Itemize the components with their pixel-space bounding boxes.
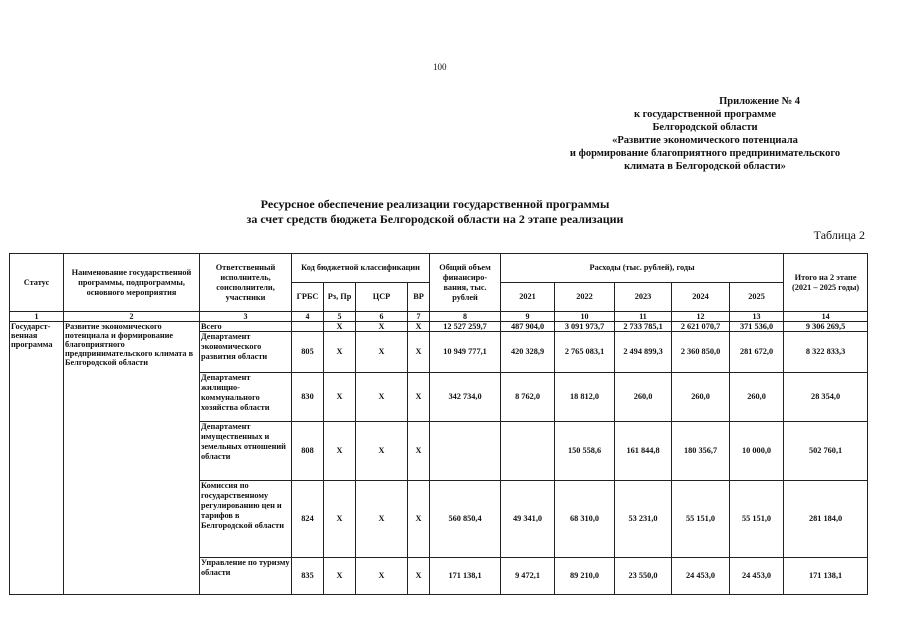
year-2022-cell: 150 558,6 — [555, 422, 615, 481]
column-number: 6 — [356, 312, 408, 322]
csr-cell: Х — [356, 481, 408, 558]
total-cell — [430, 422, 501, 481]
year-2024-cell: 260,0 — [672, 373, 730, 422]
year-2021-cell: 420 328,9 — [501, 332, 555, 373]
header-status: Статус — [10, 254, 64, 312]
rz-cell: Х — [324, 422, 356, 481]
header-year-2022: 2022 — [555, 283, 615, 312]
status-cell: Государст-венная программа — [10, 322, 64, 595]
header-year-2021: 2021 — [501, 283, 555, 312]
executor-cell: Департамент жилищно-коммунального хозяйства области — [200, 373, 292, 422]
program-name-cell: Развитие экономического потенциала и формирование благоприятного предпринимательского климата в Белгородской области — [64, 322, 200, 595]
grbs-cell: 824 — [292, 481, 324, 558]
executor-cell: Всего — [200, 322, 292, 332]
appendix-line: и формирование благоприятного предпринимательского — [569, 148, 841, 159]
rz-cell: Х — [324, 322, 356, 332]
header-year-2023: 2023 — [615, 283, 672, 312]
column-number: 3 — [200, 312, 292, 322]
total-cell: 12 527 259,7 — [430, 322, 501, 332]
appendix-line: к государственной программе — [633, 109, 777, 120]
column-number: 12 — [672, 312, 730, 322]
vr-cell: Х — [408, 422, 430, 481]
csr-cell: Х — [356, 332, 408, 373]
total-cell: 560 850,4 — [430, 481, 501, 558]
column-number: 14 — [784, 312, 868, 322]
grbs-cell: 835 — [292, 558, 324, 595]
grbs-cell: 808 — [292, 422, 324, 481]
column-number: 4 — [292, 312, 324, 322]
csr-cell: Х — [356, 558, 408, 595]
year-2023-cell: 260,0 — [615, 373, 672, 422]
header-budget-code: Код бюджетной классификации — [292, 254, 430, 283]
header-csr: ЦСР — [356, 283, 408, 312]
header-expenses: Расходы (тыс. рублей), годы — [501, 254, 784, 283]
stage-total-cell: 9 306 269,5 — [784, 322, 868, 332]
year-2023-cell: 2 494 899,3 — [615, 332, 672, 373]
executor-cell: Департамент имущественных и земельных отношений области — [200, 422, 292, 481]
year-2021-cell: 487 904,0 — [501, 322, 555, 332]
header-grbs: ГРБС — [292, 283, 324, 312]
year-2022-cell: 89 210,0 — [555, 558, 615, 595]
column-number: 9 — [501, 312, 555, 322]
grbs-cell — [292, 322, 324, 332]
header-executor: Ответственный исполнитель, соисполнители, участники — [200, 254, 292, 312]
column-number: 2 — [64, 312, 200, 322]
column-number: 10 — [555, 312, 615, 322]
title-line: за счет средств бюджета Белгородской области на 2 этапе реализации — [246, 212, 624, 226]
csr-cell: Х — [356, 373, 408, 422]
header-total: Общий объем финансиро-вания, тыс. рублей — [430, 254, 501, 312]
total-cell: 10 949 777,1 — [430, 332, 501, 373]
year-2022-cell: 2 765 083,1 — [555, 332, 615, 373]
page-number: 100 — [433, 62, 447, 72]
year-2022-cell: 68 310,0 — [555, 481, 615, 558]
appendix-line: климата в Белгородской области» — [624, 161, 786, 172]
year-2021-cell: 49 341,0 — [501, 481, 555, 558]
vr-cell: Х — [408, 373, 430, 422]
header-year-2025: 2025 — [730, 283, 784, 312]
column-number: 7 — [408, 312, 430, 322]
table-label: Таблица 2 — [813, 228, 865, 242]
document-title — [200, 197, 670, 227]
stage-total-cell: 502 760,1 — [784, 422, 868, 481]
year-2024-cell: 2 621 070,7 — [672, 322, 730, 332]
year-2024-cell: 55 151,0 — [672, 481, 730, 558]
year-2021-cell: 9 472,1 — [501, 558, 555, 595]
executor-cell: Управление по туризму области — [200, 558, 292, 595]
header-name: Наименование государственной программы, подпрограммы, основного мероприятия — [64, 254, 200, 312]
year-2022-cell: 3 091 973,7 — [555, 322, 615, 332]
grbs-cell: 830 — [292, 373, 324, 422]
year-2024-cell: 2 360 850,0 — [672, 332, 730, 373]
header-stage-total: Итого на 2 этапе (2021 – 2025 годы) — [784, 254, 868, 312]
appendix-line: «Развитие экономического потенциала — [612, 135, 798, 146]
executor-cell: Комиссия по государственному регулированию цен и тарифов в Белгородской области — [200, 481, 292, 558]
year-2022-cell: 18 812,0 — [555, 373, 615, 422]
year-2025-cell: 10 000,0 — [730, 422, 784, 481]
year-2024-cell: 180 356,7 — [672, 422, 730, 481]
executor-cell: Департамент экономического развития области — [200, 332, 292, 373]
column-number: 13 — [730, 312, 784, 322]
year-2023-cell: 23 550,0 — [615, 558, 672, 595]
year-2025-cell: 371 536,0 — [730, 322, 784, 332]
column-number: 5 — [324, 312, 356, 322]
stage-total-cell: 28 354,0 — [784, 373, 868, 422]
header-rz: Рз, Пр — [324, 283, 356, 312]
title-line: Ресурсное обеспечение реализации государственной программы — [260, 197, 610, 211]
year-2024-cell: 24 453,0 — [672, 558, 730, 595]
appendix-header — [540, 95, 870, 173]
column-number: 11 — [615, 312, 672, 322]
column-number: 8 — [430, 312, 501, 322]
rz-cell: Х — [324, 373, 356, 422]
vr-cell: Х — [408, 558, 430, 595]
table-row — [10, 322, 868, 332]
column-number-row — [10, 312, 868, 322]
year-2023-cell: 53 231,0 — [615, 481, 672, 558]
header-vr: ВР — [408, 283, 430, 312]
appendix-line: Приложение № 4 — [719, 96, 800, 107]
rz-cell: Х — [324, 332, 356, 373]
year-2021-cell — [501, 422, 555, 481]
header-year-2024: 2024 — [672, 283, 730, 312]
total-cell: 342 734,0 — [430, 373, 501, 422]
vr-cell: Х — [408, 332, 430, 373]
vr-cell: Х — [408, 322, 430, 332]
csr-cell: Х — [356, 422, 408, 481]
column-number: 1 — [10, 312, 64, 322]
year-2025-cell: 24 453,0 — [730, 558, 784, 595]
rz-cell: Х — [324, 558, 356, 595]
vr-cell: Х — [408, 481, 430, 558]
total-cell: 171 138,1 — [430, 558, 501, 595]
year-2025-cell: 281 672,0 — [730, 332, 784, 373]
appendix-line: Белгородской области — [652, 122, 758, 133]
stage-total-cell: 8 322 833,3 — [784, 332, 868, 373]
csr-cell: Х — [356, 322, 408, 332]
year-2023-cell: 161 844,8 — [615, 422, 672, 481]
year-2025-cell: 55 151,0 — [730, 481, 784, 558]
year-2023-cell: 2 733 785,1 — [615, 322, 672, 332]
rz-cell: Х — [324, 481, 356, 558]
stage-total-cell: 171 138,1 — [784, 558, 868, 595]
stage-total-cell: 281 184,0 — [784, 481, 868, 558]
resource-table — [9, 253, 868, 595]
grbs-cell: 805 — [292, 332, 324, 373]
year-2025-cell: 260,0 — [730, 373, 784, 422]
year-2021-cell: 8 762,0 — [501, 373, 555, 422]
